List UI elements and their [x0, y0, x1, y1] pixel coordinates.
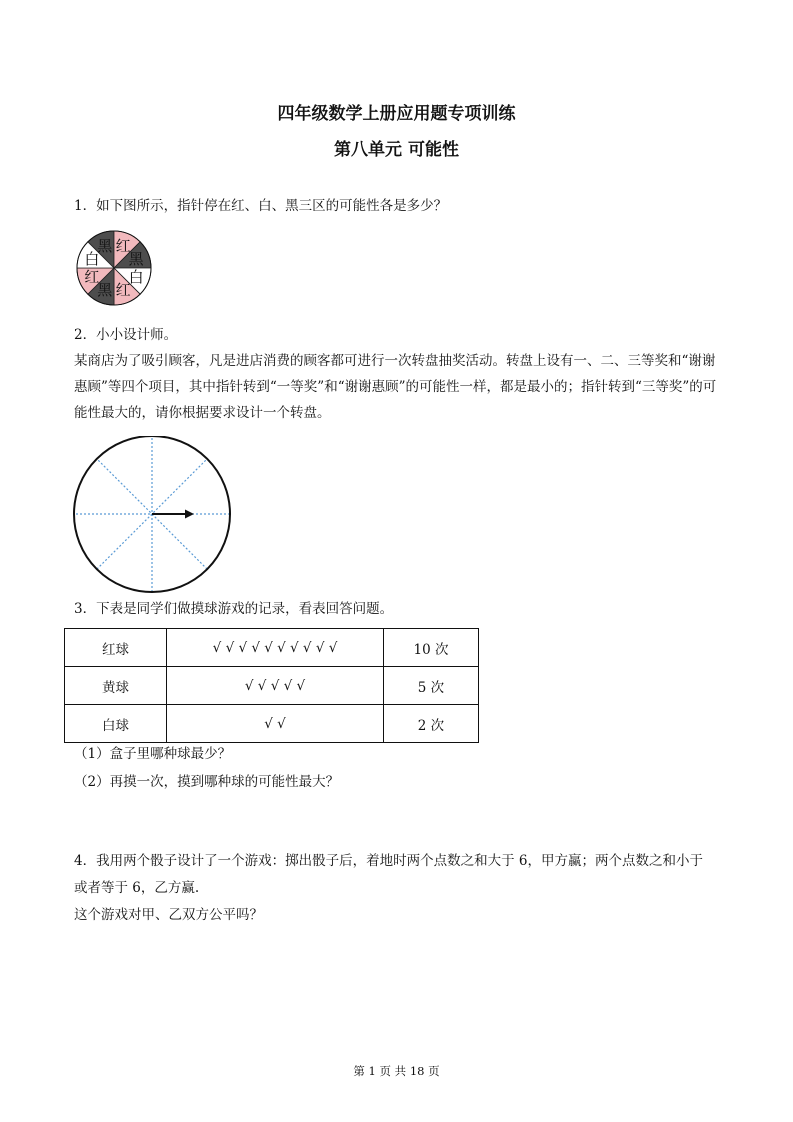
question-4-line-2: 或者等于 6，乙方赢.: [74, 880, 200, 896]
question-2-body: 某商店为了吸引顾客，凡是进店消费的顾客都可进行一次转盘抽奖活动。转盘上设有一、二、三等奖和“谢谢惠顾”等四个项目，其中指针转到“一等奖”和“谢谢惠顾”的可能性一样，都是最小的；指针转到“三等奖”的可能性最大的，请你根据要求设计一个转盘。: [74, 353, 717, 421]
spinner-sector-label: 红: [115, 236, 131, 255]
spinner-sector-label: 黑: [97, 236, 113, 255]
question-4-line-1: 4．我用两个骰子设计了一个游戏：掷出骰子后，着地时两个点数之和大于 6，甲方赢；两个点数之和小于: [74, 853, 703, 869]
tally-cell: √ √: [167, 705, 384, 743]
count-cell: 5 次: [384, 667, 479, 705]
ball-name-cell: 白球: [65, 705, 167, 743]
ball-record-table: [64, 628, 479, 743]
count-cell: 10 次: [384, 629, 479, 667]
spinner-sector-label: 白: [84, 249, 100, 268]
page-title: 四年级数学上册应用题专项训练: [277, 104, 516, 124]
question-4-line-3: 这个游戏对甲、乙双方公平吗？: [74, 907, 263, 923]
table-row: [65, 705, 479, 743]
spinner-sector-label: 白: [128, 268, 144, 287]
spinner-sector-label: 红: [84, 268, 100, 287]
pointer-arrow-head: [185, 510, 194, 519]
question-2-heading: 2．小小设计师。: [74, 327, 178, 343]
table-row: [65, 667, 479, 705]
ball-name-cell: 黄球: [65, 667, 167, 705]
blank-spinner: [72, 436, 232, 596]
page-subtitle: 第八单元 可能性: [334, 140, 459, 160]
ball-name-cell: 红球: [65, 629, 167, 667]
question-3-sub-1: （1）盒子里哪种球最少？: [74, 746, 232, 762]
spinner-figure: [75, 229, 153, 307]
spinner-sector-label: 黑: [128, 249, 144, 268]
question-3-heading: 3．下表是同学们做摸球游戏的记录，看表回答问题。: [74, 601, 394, 617]
question-1-text: 1．如下图所示，指针停在红、白、黑三区的可能性各是多少？: [74, 198, 448, 214]
question-3-sub-2: （2）再摸一次，摸到哪种球的可能性最大？: [74, 774, 340, 790]
spinner-sector-label: 红: [115, 281, 131, 300]
table-row: [65, 629, 479, 667]
spinner-sector-label: 黑: [97, 281, 113, 300]
count-cell: 2 次: [384, 705, 479, 743]
page-footer: 第 1 页 共 18 页: [353, 1064, 440, 1078]
tally-cell: √ √ √ √ √ √ √ √ √ √: [167, 629, 384, 667]
tally-cell: √ √ √ √ √: [167, 667, 384, 705]
